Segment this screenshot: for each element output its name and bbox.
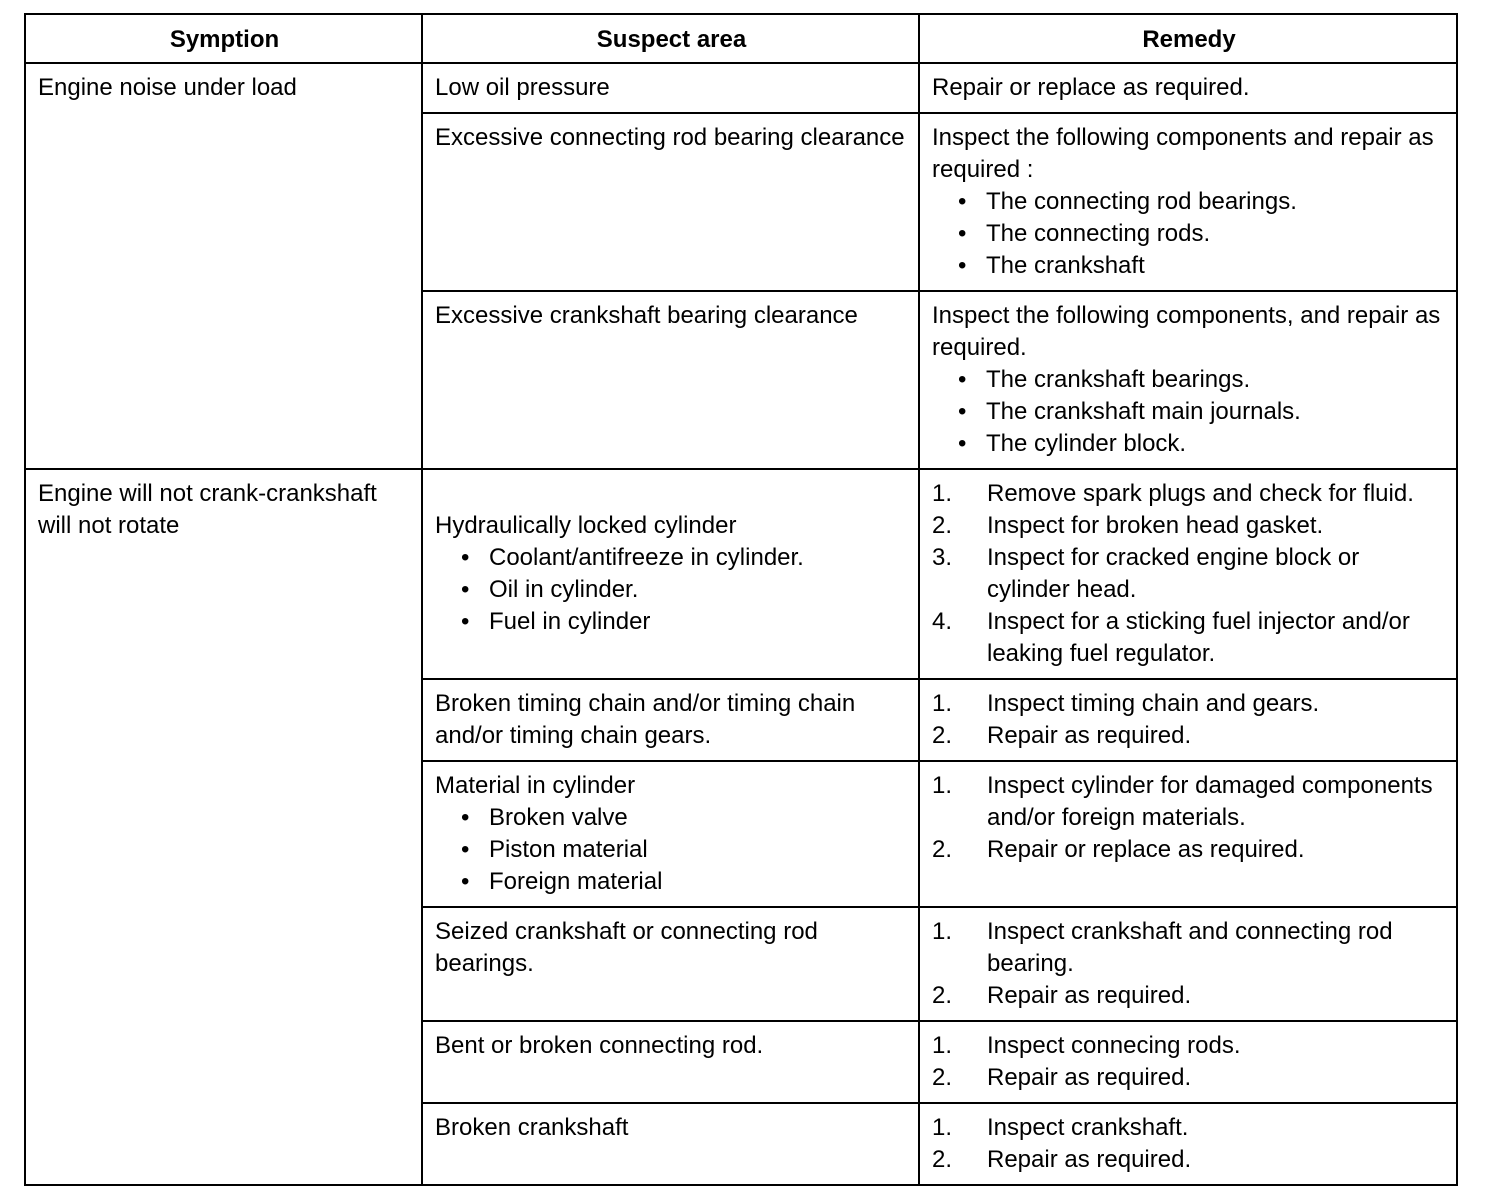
- list-item: 2. Repair as required.: [932, 722, 1192, 749]
- suspect-cell: [422, 469, 919, 679]
- column-header-symptom: Symption: [25, 14, 422, 63]
- column-header-remedy: Remedy: [919, 14, 1457, 63]
- symptom-cell: Engine noise under load: [25, 63, 422, 469]
- remedy-bullet-list: [932, 364, 1446, 460]
- list-item: 1. Inspect cylinder for damaged components and/or foreign materials.: [932, 772, 1433, 831]
- list-item: • The connecting rods.: [958, 218, 1446, 250]
- troubleshooting-table: [24, 13, 1458, 1186]
- suspect-cell: Excessive connecting rod bearing clearance: [422, 113, 919, 291]
- list-item: • Broken valve: [461, 802, 908, 834]
- bullet-icon: •: [461, 868, 470, 895]
- list-item: 2. Repair or replace as required.: [932, 836, 1305, 863]
- bullet-icon: •: [958, 188, 967, 215]
- bullet-icon: •: [461, 836, 470, 863]
- remedy-text: Inspect the following components and repair as required :: [932, 124, 1434, 183]
- bullet-icon: •: [958, 398, 967, 425]
- list-item: • Foreign material: [461, 866, 908, 898]
- suspect-cell: Low oil pressure: [422, 63, 919, 113]
- list-item: • Fuel in cylinder: [461, 606, 908, 638]
- remedy-cell: [919, 469, 1457, 679]
- table-row: [25, 63, 1457, 113]
- list-item: 1. Inspect crankshaft and connecting rod bearing.: [932, 918, 1393, 977]
- column-header-suspect-area: Suspect area: [422, 14, 919, 63]
- remedy-steps: [932, 770, 1446, 866]
- list-item: • The connecting rod bearings.: [958, 186, 1446, 218]
- bullet-icon: •: [461, 608, 470, 635]
- bullet-icon: •: [958, 252, 967, 279]
- list-item: 1. Inspect timing chain and gears.: [932, 690, 1320, 717]
- remedy-cell: [919, 63, 1457, 113]
- table-row: [25, 469, 1457, 679]
- remedy-text: Inspect the following components, and repair as required.: [932, 302, 1441, 361]
- header-row: [25, 14, 1457, 63]
- list-item: • The cylinder block.: [958, 428, 1446, 460]
- remedy-cell: [919, 291, 1457, 469]
- suspect-bullet-list: [435, 542, 908, 638]
- list-item: • Piston material: [461, 834, 908, 866]
- suspect-cell: [422, 761, 919, 907]
- remedy-cell: [919, 761, 1457, 907]
- remedy-cell: [919, 907, 1457, 1021]
- list-item: • The crankshaft main journals.: [958, 396, 1446, 428]
- remedy-steps: [932, 1112, 1446, 1176]
- remedy-steps: [932, 916, 1446, 1012]
- list-item: 2. Repair as required.: [932, 1064, 1192, 1091]
- suspect-text: Material in cylinder: [435, 772, 636, 799]
- suspect-text: Hydraulically locked cylinder: [435, 512, 737, 539]
- remedy-steps: [932, 688, 1446, 752]
- remedy-text: Repair or replace as required.: [932, 74, 1250, 101]
- list-item: 1. Inspect connecing rods.: [932, 1032, 1241, 1059]
- bullet-icon: •: [958, 430, 967, 457]
- list-item: 2. Inspect for broken head gasket.: [932, 512, 1324, 539]
- remedy-cell: [919, 1021, 1457, 1103]
- suspect-cell: Excessive crankshaft bearing clearance: [422, 291, 919, 469]
- list-item: 2. Repair as required.: [932, 1146, 1192, 1173]
- remedy-bullet-list: [932, 186, 1446, 282]
- bullet-icon: •: [958, 220, 967, 247]
- list-item: 4. Inspect for a sticking fuel injector and/or leaking fuel regulator.: [932, 608, 1410, 667]
- suspect-cell: Broken timing chain and/or timing chain and/or timing chain gears.: [422, 679, 919, 761]
- symptom-cell: Engine will not crank-crankshaft will not rotate: [25, 469, 422, 1185]
- bullet-icon: •: [958, 366, 967, 393]
- bullet-icon: •: [461, 804, 470, 831]
- bullet-icon: •: [461, 576, 470, 603]
- suspect-cell: Seized crankshaft or connecting rod bearings.: [422, 907, 919, 1021]
- list-item: 3. Inspect for cracked engine block or cylinder head.: [932, 544, 1360, 603]
- list-item: 1. Remove spark plugs and check for fluid.: [932, 480, 1414, 507]
- list-item: • Coolant/antifreeze in cylinder.: [461, 542, 908, 574]
- remedy-steps: [932, 478, 1446, 670]
- suspect-cell: Broken crankshaft: [422, 1103, 919, 1185]
- list-item: 1. Inspect crankshaft.: [932, 1114, 1189, 1141]
- suspect-cell: Bent or broken connecting rod.: [422, 1021, 919, 1103]
- list-item: • The crankshaft: [958, 250, 1446, 282]
- bullet-icon: •: [461, 544, 470, 571]
- list-item: 2. Repair as required.: [932, 982, 1192, 1009]
- remedy-cell: [919, 1103, 1457, 1185]
- remedy-cell: [919, 679, 1457, 761]
- troubleshooting-document: [24, 13, 1456, 1186]
- remedy-steps: [932, 1030, 1446, 1094]
- list-item: • Oil in cylinder.: [461, 574, 908, 606]
- list-item: • The crankshaft bearings.: [958, 364, 1446, 396]
- remedy-cell: [919, 113, 1457, 291]
- suspect-bullet-list: [435, 802, 908, 898]
